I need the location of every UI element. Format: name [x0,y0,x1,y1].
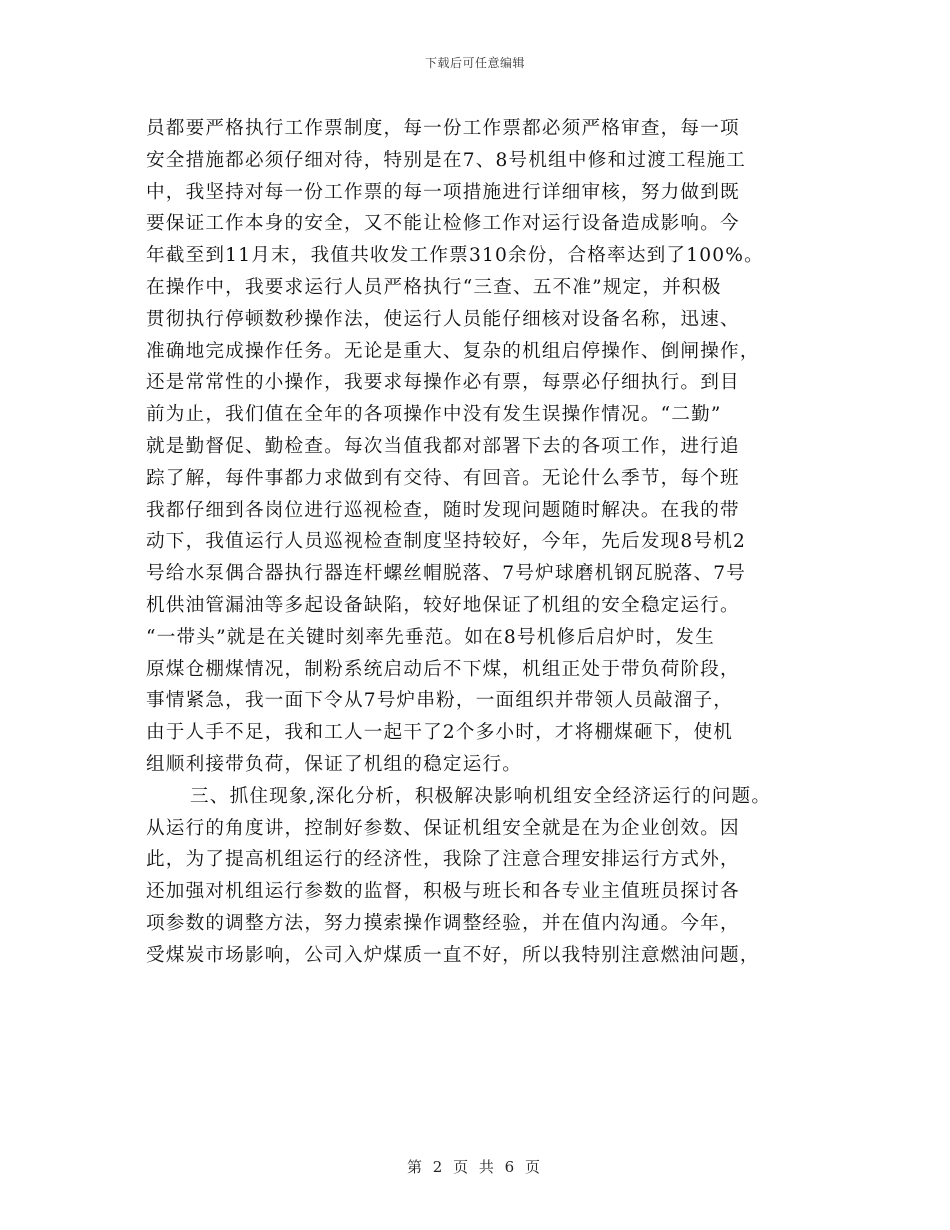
text-line: 要保证工作本身的安全，又不能让检修工作对运行设备造成影响。今 [146,213,740,235]
text-line: 由于人手不足，我和工人一起干了2个多小时，才将棚煤砸下，使机 [146,722,734,744]
text-line: 贯彻执行停顿数秒操作法，使运行人员能仔细核对设备名称，迅速、 [146,308,740,330]
text-line: 踪了解，每件事都力求做到有交待、有回音。无论什么季节，每个班 [146,467,740,489]
text-line: 此，为了提高机组运行的经济性，我除了注意合理安排运行方式外， [146,849,740,871]
text-line: 在操作中，我要求运行人员严格执行“三查、五不准”规定，并积极 [146,276,722,298]
text-line: “一带头”就是在关键时刻率先垂范。如在8号机修后启炉时，发生 [146,626,715,648]
text-line: 受煤炭市场影响，公司入炉煤质一直不好，所以我特别注意燃油问题， [146,944,760,966]
text-line: 还是常常性的小操作，我要求每操作必有票，每票必仔细执行。到目 [146,372,740,394]
text-line: 动下，我值运行人员巡视检查制度坚持较好，今年，先后发现8号机2 [146,531,747,553]
text-line: 前为止，我们值在全年的各项操作中没有发生误操作情况。“二勤” [146,404,722,426]
text-line: 安全措施都必须仔细对待，特别是在7、8号机组中修和过渡工程施工 [146,149,747,171]
text-line: 原煤仓棚煤情况，制粉系统启动后不下煤，机组正处于带负荷阶段， [146,658,740,680]
text-line: 事情紧急，我一面下令从7号炉串粉，一面组织并带领人员敲溜子， [146,690,734,712]
document-body [146,113,826,972]
text-line: 机供油管漏油等多起设备缺陷，较好地保证了机组的安全稳定运行。 [146,594,740,616]
page-header: 下载后可任意编辑 [424,56,525,70]
text-line: 年截至到11月末，我值共收发工作票310余份，合格率达到了100%。 [146,245,764,267]
text-line: 从运行的角度讲，控制好参数、保证机组安全就是在为企业创效。因 [146,817,740,839]
text-line: 组顺利接带负荷，保证了机组的稳定运行。 [146,753,523,775]
page-number-footer: 第 2 页 共 6 页 [407,1158,543,1176]
text-line: 我都仔细到各岗位进行巡视检查，随时发现问题随时解决。在我的带 [146,499,740,521]
text-line: 还加强对机组运行参数的监督，积极与班长和各专业主值班员探讨各 [146,881,740,903]
text-line: 中，我坚持对每一份工作票的每一项措施进行详细审核，努力做到既 [146,181,740,203]
text-line: 准确地完成操作任务。无论是重大、复杂的机组启停操作、倒闸操作， [146,340,760,362]
section-heading-line: 三、抓住现象,深化分析，积极解决影响机组安全经济运行的问题。 [190,785,772,807]
text-line: 就是勤督促、勤检查。每次当值我都对部署下去的各项工作，进行追 [146,435,740,457]
text-line: 项参数的调整方法，努力摸索操作调整经验，并在值内沟通。今年， [146,912,740,934]
text-line: 号给水泵偶合器执行器连杆螺丝帽脱落、7号炉球磨机钢瓦脱落、7号 [146,563,747,585]
text-line: 员都要严格执行工作票制度，每一份工作票都必须严格审查，每一项 [146,118,740,139]
